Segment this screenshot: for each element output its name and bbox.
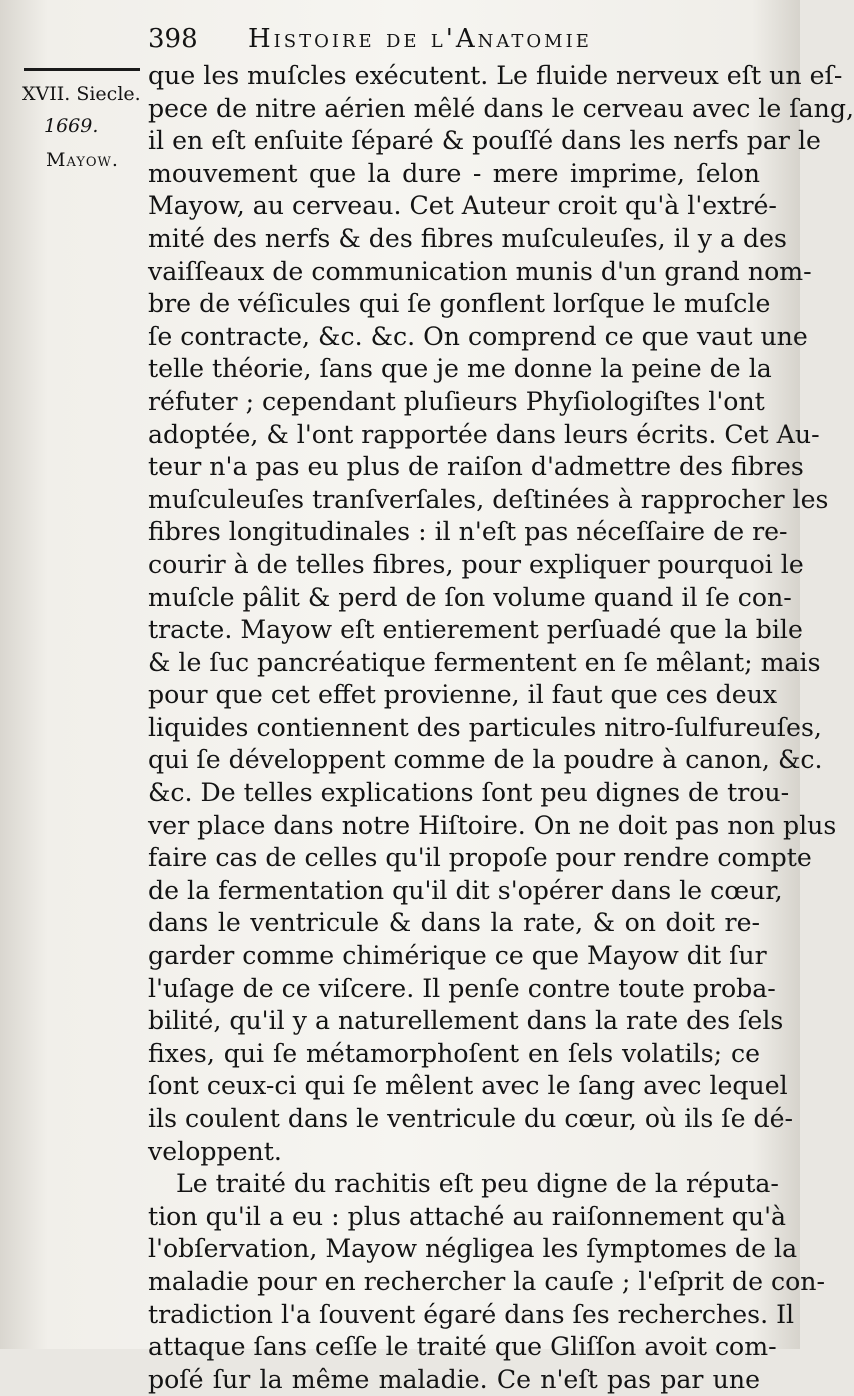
text-line: bilité, qu'il y a naturellement dans la rate des ſels [148, 1006, 784, 1036]
text-line: ſe contracte, &c. &c. On comprend ce que vaut une [148, 321, 808, 351]
running-title: Histoire de l'Anatomie [248, 24, 592, 54]
text-line: teur n'a pas eu plus de raiſon d'admettre des fibres [148, 452, 804, 482]
body-text [148, 60, 854, 1396]
page-number: 398 [148, 24, 198, 54]
text-line: Mayow, au cerveau. Cet Auteur croit qu'à l'extré- [148, 191, 777, 221]
margin-author: Mayow. [46, 149, 119, 171]
text-line: muſcle pâlit & perd de ſon volume quand il ſe con- [148, 582, 792, 612]
text-line: que les muſcles exécutent. Le fluide nerveux eſt un eſ- [148, 61, 843, 90]
text-line: ver place dans notre Hiſtoire. On ne doit pas non plus [148, 810, 837, 840]
text-line: il en eſt enſuite ſéparé & pouſſé dans les nerfs par le [148, 126, 821, 156]
text-line: de la fermentation qu'il dit s'opérer dans le cœur, [148, 875, 783, 905]
text-line: vaiſſeaux de communication munis d'un grand nom- [148, 256, 812, 286]
text-line: réfuter ; cependant pluſieurs Phyſiologiſtes l'ont [148, 386, 765, 416]
text-line: attaque ſans ceſſe le traité que Gliſſon avoit com- [148, 1332, 777, 1362]
text-line: l'uſage de ce viſcere. Il penſe contre toute proba- [148, 973, 776, 1003]
margin-year: 1669. [44, 115, 99, 137]
text-line: qui ſe développent comme de la poudre à canon, &c. [148, 745, 823, 775]
text-line: &c. De telles explications ſont peu dignes de trou- [148, 778, 790, 808]
text-line: maladie pour en rechercher la cauſe ; l'eſprit de con- [148, 1266, 826, 1296]
text-line: ſont ceux-ci qui ſe mêlent avec le ſang avec lequel [148, 1071, 788, 1101]
text-line: pour que cet effet provienne, il faut que ces deux [148, 680, 778, 710]
text-line: ils coulent dans le ventricule du cœur, où ils ſe dé- [148, 1104, 794, 1133]
page-header [148, 18, 778, 58]
text-line: mouvement que la dure - mere imprime, ſelon [148, 158, 760, 188]
text-line: tion qu'il a eu : plus attaché au raiſonnement qu'à [148, 1201, 787, 1231]
text-line: adoptée, & l'ont rapportée dans leurs écrits. Cet Au- [148, 419, 820, 449]
margin-rule [24, 68, 140, 71]
text-line: fibres longitudinales : il n'eſt pas néceſſaire de re- [148, 517, 788, 547]
text-line: Le traité du rachitis eſt peu digne de la réputa- [176, 1169, 779, 1199]
text-line: muſculeuſes tranſverſales, deſtinées à rapprocher les [148, 484, 829, 514]
text-line: dans le ventricule & dans la rate, & on doit re- [148, 908, 760, 938]
text-line: poſé ſur la même maladie. Ce n'eſt pas par une [148, 1364, 760, 1394]
text-line: liquides contiennent des particules nitro-ſulfureuſes, [148, 712, 822, 742]
text-line: courir à de telles fibres, pour expliquer pourquoi le [148, 549, 804, 579]
text-line: l'obſervation, Mayow négligea les ſymptomes de la [148, 1234, 798, 1264]
text-line: bre de véſicules qui ſe gonflent lorſque le muſcle [148, 289, 771, 319]
text-line: pece de nitre aérien mêlé dans le cerveau avec le ſang, [148, 93, 854, 123]
margin-century: XVII. Siecle. [22, 83, 141, 105]
text-line: tradiction l'a ſouvent égaré dans ſes recherches. Il [148, 1299, 795, 1329]
paragraph-1 [148, 60, 854, 1168]
text-line: veloppent. [148, 1136, 282, 1166]
text-line: faire cas de celles qu'il propoſe pour rendre compte [148, 843, 812, 873]
paragraph-2 [148, 1168, 826, 1396]
text-line: mité des nerfs & des fibres muſculeuſes, il y a des [148, 223, 787, 253]
text-line: & le ſuc pancréatique fermentent en ſe mêlant; mais [148, 647, 821, 677]
text-line: garder comme chimérique ce que Mayow dit ſur [148, 941, 767, 971]
text-line: telle théorie, ſans que je me donne la peine de la [148, 354, 772, 384]
text-line: tracte. Mayow eſt entierement perſuadé que la bile [148, 615, 803, 645]
text-line: fixes, qui ſe métamorphoſent en ſels volatils; ce [148, 1038, 760, 1068]
